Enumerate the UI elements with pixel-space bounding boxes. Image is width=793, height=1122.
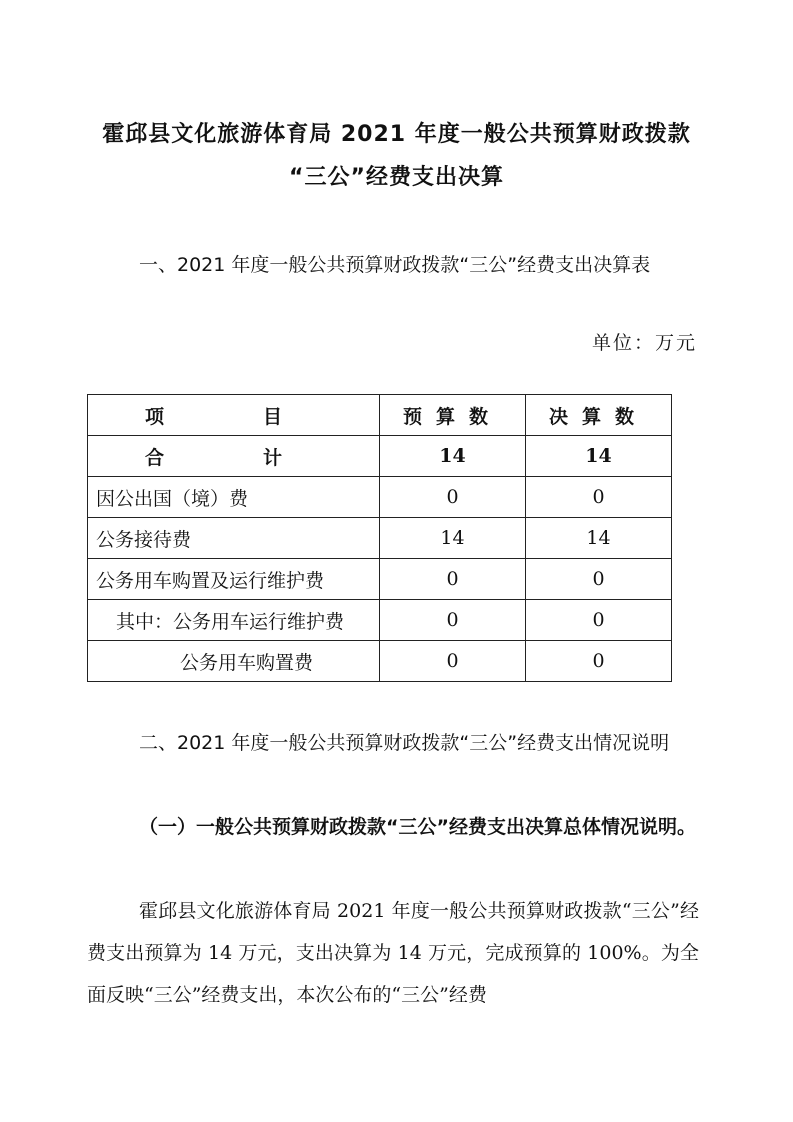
unit-label: 单位：万元 (591, 332, 697, 354)
table-row (88, 559, 672, 600)
table-row (88, 518, 672, 559)
section2-heading: 二、2021 年度一般公共预算财政拨款“三公”经费支出情况说明 (139, 732, 670, 754)
row-label: 公务用车购置及运行维护费 (88, 559, 380, 600)
section2-subheading: （一）一般公共预算财政拨款“三公”经费支出决算总体情况说明。 (139, 816, 696, 838)
row-final: 0 (526, 559, 672, 600)
row-final: 0 (526, 600, 672, 641)
row-budget: 14 (380, 518, 526, 559)
table-row-total (88, 436, 672, 477)
row-final: 14 (526, 518, 672, 559)
header-item: 项 目 (88, 395, 380, 436)
header-budget: 预算数 (380, 395, 526, 436)
row-final: 14 (526, 436, 672, 477)
table-header-row (88, 395, 672, 436)
row-label: 其中：公务用车运行维护费 (88, 600, 380, 641)
section1-heading: 一、2021 年度一般公共预算财政拨款“三公”经费支出决算表 (139, 254, 651, 276)
row-budget: 0 (380, 477, 526, 518)
table-row (88, 641, 672, 682)
section2-body: 霍邱县文化旅游体育局 2021 年度一般公共预算财政拨款“三公”经费支出预算为 14 万元，支出决算为 14 万元，完成预算的 100%。为全面反映“三公”经费支出，本次公布的“三公”经费 (87, 900, 699, 1006)
row-budget: 0 (380, 600, 526, 641)
row-budget: 0 (380, 641, 526, 682)
row-label: 因公出国（境）费 (88, 477, 380, 518)
row-final: 0 (526, 641, 672, 682)
document-title-line2: “三公”经费支出决算 (289, 165, 504, 190)
row-budget: 0 (380, 559, 526, 600)
table-row (88, 477, 672, 518)
row-label: 公务接待费 (88, 518, 380, 559)
document-title-line1: 霍邱县文化旅游体育局 2021 年度一般公共预算财政拨款 (102, 122, 691, 147)
row-final: 0 (526, 477, 672, 518)
row-label: 合 计 (88, 436, 380, 477)
header-final: 决算数 (526, 395, 672, 436)
row-budget: 14 (380, 436, 526, 477)
row-label: 公务用车购置费 (88, 641, 380, 682)
expenditure-table (87, 394, 672, 682)
table-row (88, 600, 672, 641)
